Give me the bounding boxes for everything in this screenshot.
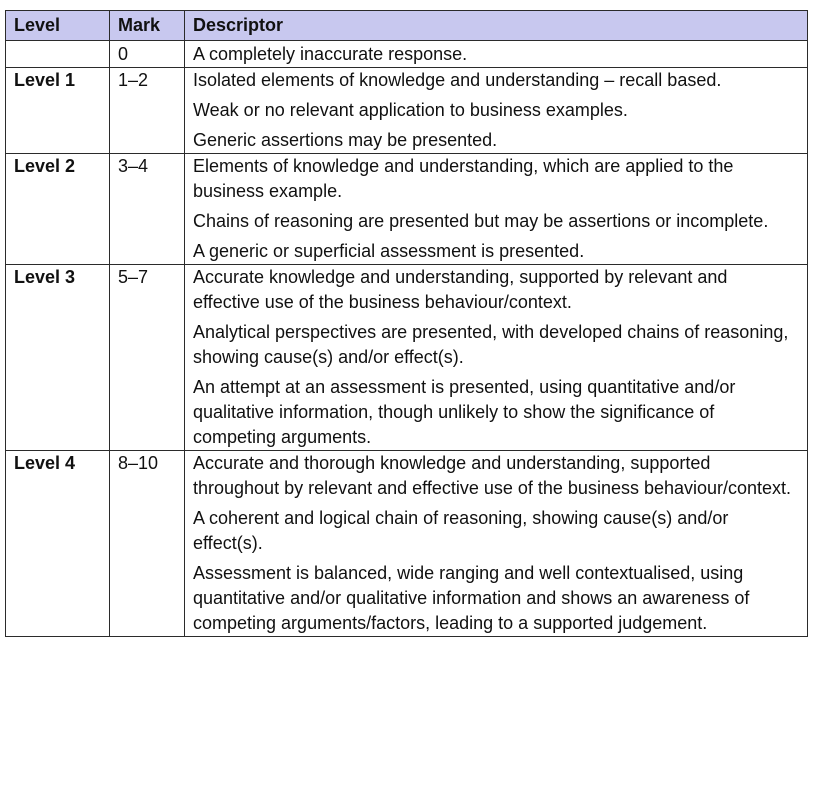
descriptor-text: A coherent and logical chain of reasoning, showing cause(s) and/or effect(s). (193, 508, 729, 553)
table-row (6, 41, 808, 68)
mark-cell: 8–10 (110, 451, 185, 637)
table-row (6, 68, 808, 154)
descriptor-cell (185, 68, 808, 154)
header-mark: Mark (110, 11, 185, 41)
descriptor-cell (185, 265, 808, 451)
descriptor-cell (185, 154, 808, 265)
table-row (6, 154, 808, 265)
descriptor-cell (185, 451, 808, 637)
header-row (6, 11, 808, 41)
descriptor-text: A generic or superficial assessment is presented. (193, 241, 585, 261)
descriptor-text: A completely inaccurate response. (193, 44, 468, 64)
table-body (6, 41, 808, 637)
descriptor-text: Elements of knowledge and understanding, which are applied to the business example. (193, 156, 734, 201)
level-cell: Level 4 (6, 451, 110, 637)
descriptor-text: Assessment is balanced, wide ranging and well contextualised, using quantitative and/or qualitative information and shows an awareness of competing arguments/factors, leading to a supported judgement. (193, 563, 750, 633)
mark-cell: 1–2 (110, 68, 185, 154)
descriptor-text: Accurate knowledge and understanding, supported by relevant and effective use of the business behaviour/context. (193, 267, 728, 312)
descriptor-text: Weak or no relevant application to business examples. (193, 100, 628, 120)
level-cell: Level 2 (6, 154, 110, 265)
descriptor-text: An attempt at an assessment is presented, using quantitative and/or qualitative information, though unlikely to show the significance of competing arguments. (193, 377, 736, 447)
descriptor-text: Generic assertions may be presented. (193, 130, 498, 150)
descriptor-text: Accurate and thorough knowledge and understanding, supported throughout by relevant and effective use of the business behaviour/context. (193, 453, 792, 498)
descriptor-cell (185, 41, 808, 68)
level-cell: Level 3 (6, 265, 110, 451)
descriptor-text: Chains of reasoning are presented but may be assertions or incomplete. (193, 211, 769, 231)
table-header (6, 11, 808, 41)
mark-cell: 0 (110, 41, 185, 68)
mark-cell: 5–7 (110, 265, 185, 451)
table-row (6, 265, 808, 451)
level-cell (6, 41, 110, 68)
level-cell: Level 1 (6, 68, 110, 154)
descriptor-text: Analytical perspectives are presented, with developed chains of reasoning, showing cause(s) and/or effect(s). (193, 322, 789, 367)
descriptor-text: Isolated elements of knowledge and understanding – recall based. (193, 70, 722, 90)
mark-scheme-table (5, 10, 808, 637)
table-row (6, 451, 808, 637)
mark-cell: 3–4 (110, 154, 185, 265)
header-level: Level (6, 11, 110, 41)
header-descriptor: Descriptor (185, 11, 808, 41)
